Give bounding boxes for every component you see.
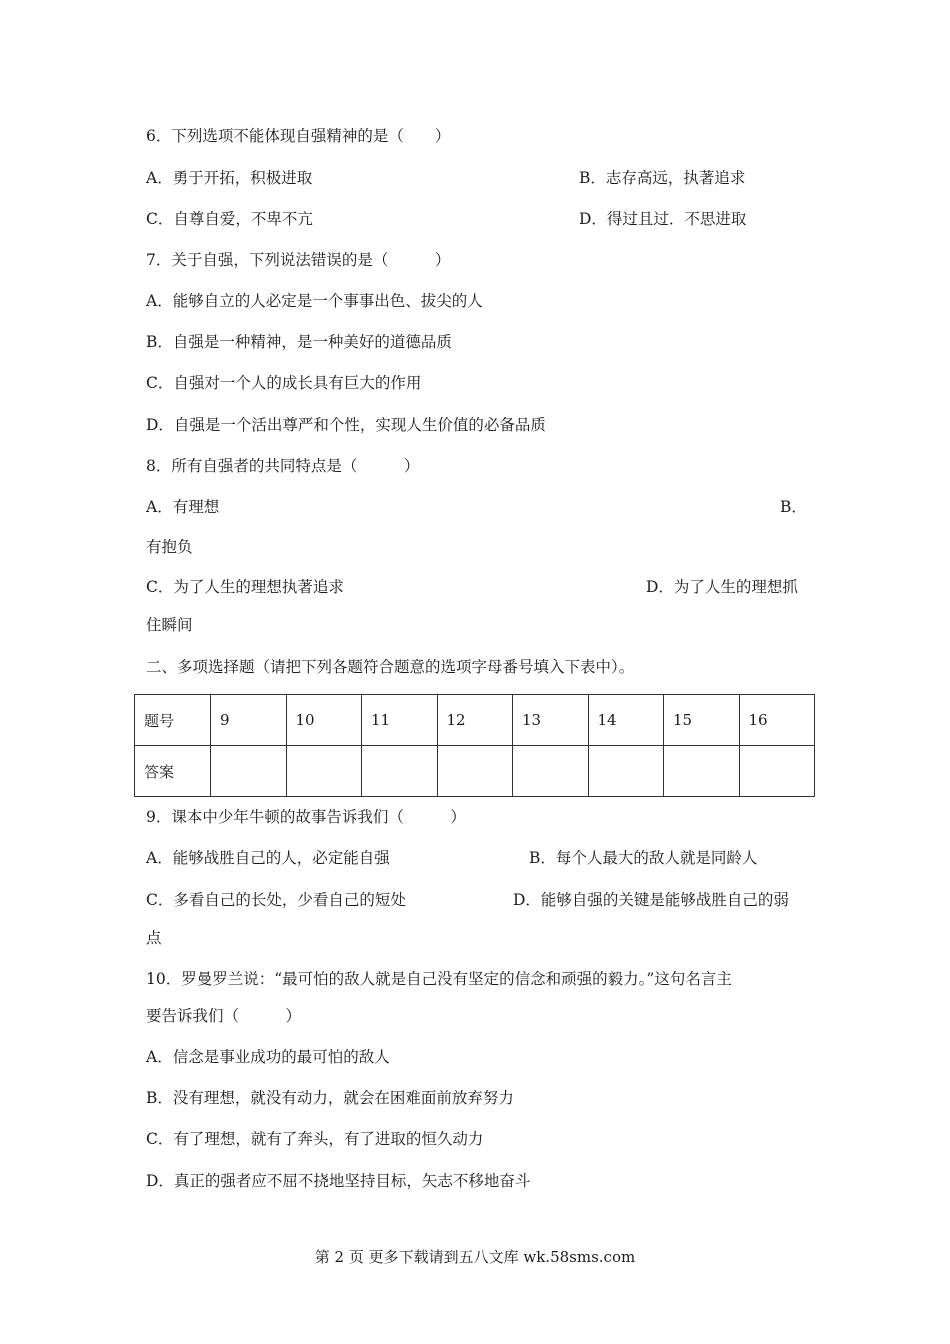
- table-cell: 13: [513, 695, 589, 746]
- table-cell: 答案: [135, 746, 211, 797]
- q6-stem: 6．下列选项不能体现自强精神的是（ ）: [146, 127, 451, 145]
- answer-cell: [286, 746, 362, 797]
- table-cell: 12: [437, 695, 513, 746]
- q6-option-a: A．勇于开拓，积极进取: [146, 169, 313, 187]
- q6-option-c: C．自尊自爱，不卑不亢: [146, 210, 313, 228]
- table-cell: 11: [362, 695, 438, 746]
- table-cell: 14: [588, 695, 664, 746]
- answer-cell: [588, 746, 664, 797]
- q6-option-d: D．得过且过．不思进取: [579, 210, 747, 228]
- q9-option-d-line1: D．能够自强的关键是能够战胜自己的弱: [513, 891, 789, 909]
- q7-option-a: A．能够自立的人必定是一个事事出色、拔尖的人: [146, 292, 483, 310]
- q10-option-a: A．信念是事业成功的最可怕的敌人: [146, 1048, 390, 1066]
- table-cell: 10: [286, 695, 362, 746]
- answer-table-header-row: [135, 695, 815, 746]
- q9-option-d-line2: 点: [146, 929, 162, 947]
- q10-stem-line1: 10．罗曼罗兰说：“最可怕的敌人就是自己没有坚定的信念和顽强的毅力。”这句名言主: [146, 970, 732, 988]
- answer-cell: [437, 746, 513, 797]
- answer-cell: [664, 746, 740, 797]
- answer-cell: [211, 746, 287, 797]
- q8-option-b-label: B．: [780, 498, 807, 516]
- q9-option-b: B．每个人最大的敌人就是同龄人: [529, 849, 758, 867]
- q9-stem: 9．课本中少年牛顿的故事告诉我们（ ）: [146, 808, 466, 826]
- table-cell: 15: [664, 695, 740, 746]
- q7-stem: 7．关于自强，下列说法错误的是（ ）: [146, 251, 451, 269]
- answer-table-answer-row: [135, 746, 815, 797]
- section-2-heading: 二、多项选择题（请把下列各题符合题意的选项字母番号填入下表中）。: [146, 658, 635, 676]
- answer-cell: [362, 746, 438, 797]
- answer-cell: [739, 746, 815, 797]
- q7-option-b: B．自强是一种精神，是一种美好的道德品质: [146, 333, 452, 351]
- q8-option-a: A．有理想: [146, 498, 220, 516]
- table-cell: 16: [739, 695, 815, 746]
- q10-option-d: D．真正的强者应不屈不挠地坚持目标，矢志不移地奋斗: [146, 1172, 531, 1190]
- page-footer: 第 2 页 更多下载请到五八文库 wk.58sms.com: [314, 1248, 636, 1266]
- q8-option-c: C．为了人生的理想执著追求: [146, 578, 344, 596]
- answer-cell: [513, 746, 589, 797]
- q8-option-d-line2: 住瞬间: [146, 616, 193, 634]
- q10-option-b: B．没有理想，就没有动力，就会在困难面前放弃努力: [146, 1089, 514, 1107]
- q6-option-b: B．志存高远，执著追求: [579, 169, 746, 187]
- q9-option-c: C．多看自己的长处，少看自己的短处: [146, 891, 406, 909]
- q8-option-d-line1: D．为了人生的理想抓: [646, 578, 798, 596]
- q7-option-c: C．自强对一个人的成长具有巨大的作用: [146, 374, 422, 392]
- q10-option-c: C．有了理想，就有了奔头，有了进取的恒久动力: [146, 1130, 484, 1148]
- q8-option-b-text: 有抱负: [146, 538, 193, 556]
- table-cell: 题号: [135, 695, 211, 746]
- answer-table: [134, 694, 815, 797]
- q7-option-d: D．自强是一个活出尊严和个性，实现人生价值的必备品质: [146, 416, 546, 434]
- q8-stem: 8．所有自强者的共同特点是（ ）: [146, 457, 420, 475]
- table-cell: 9: [211, 695, 287, 746]
- q9-option-a: A．能够战胜自己的人，必定能自强: [146, 849, 390, 867]
- q10-stem-line2: 要告诉我们（ ）: [146, 1007, 302, 1025]
